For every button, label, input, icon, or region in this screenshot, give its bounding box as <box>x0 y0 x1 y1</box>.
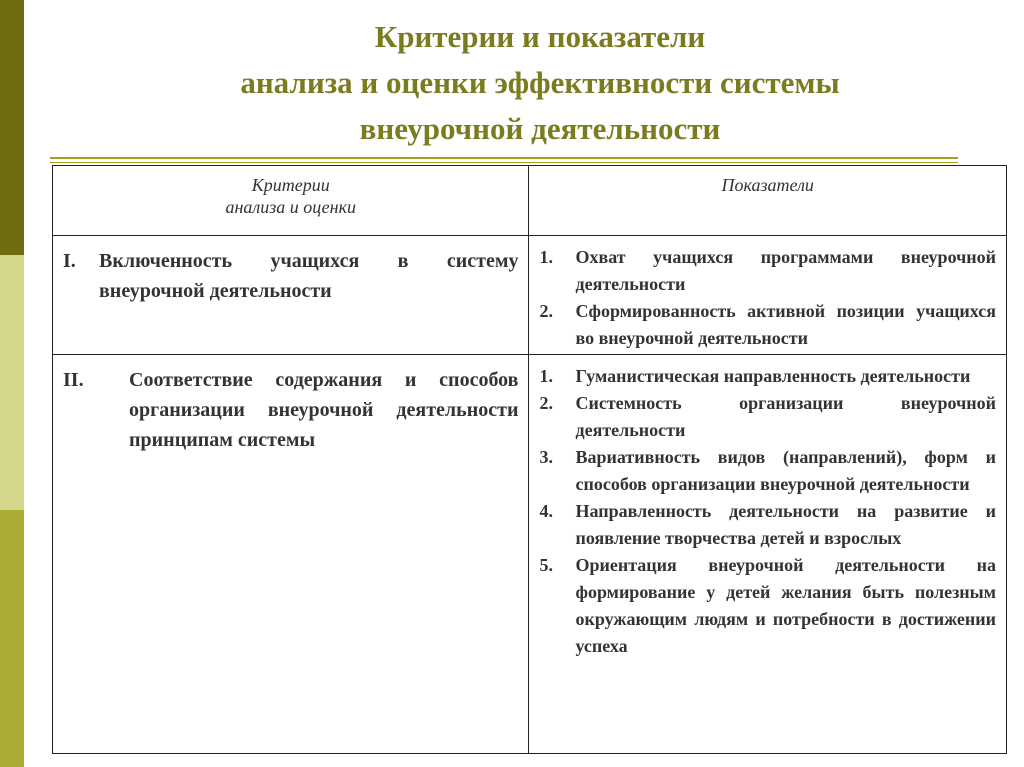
title-line-2: анализа и оценки эффективности системы <box>240 65 840 100</box>
title-divider <box>50 157 958 159</box>
title-line-1: Критерии и показатели <box>374 19 706 54</box>
table-header-row <box>53 166 1007 236</box>
side-bar-top <box>0 0 24 255</box>
list-item: 2. Системность организации внеурочной деятельности <box>539 393 996 440</box>
list-item: 2. Сформированность активной позиции учащихся во внеурочной деятельности <box>539 301 996 348</box>
list-item: 1. Гуманистическая направленность деятельности <box>539 366 971 386</box>
indicators-cell <box>529 236 1007 355</box>
side-bar-bottom <box>0 510 24 767</box>
header-indicators <box>529 166 1007 236</box>
list-item: 4. Направленность деятельности на развитие и появление творчества детей и взрослых <box>539 501 996 548</box>
header-criteria-line-2: анализа и оценки <box>225 197 357 217</box>
header-indicators-label: Показатели <box>721 175 814 195</box>
criterion-text: Соответствие содержания и способов организации внеурочной деятельности принципам системы <box>129 369 519 451</box>
criterion-text: Включенность учащихся в систему внеурочной деятельности <box>99 250 519 302</box>
slide-title <box>110 14 970 152</box>
list-item: 3. Вариативность видов (направлений), форм и способов организации внеурочной деятельности <box>539 447 996 494</box>
title-line-3: внеурочной деятельности <box>359 111 721 146</box>
title-divider-thin <box>50 162 958 163</box>
table-row <box>53 355 1007 754</box>
table-row <box>53 236 1007 355</box>
criterion-number: II. <box>63 369 84 391</box>
list-item: 1. Охват учащихся программами внеурочной деятельности <box>539 247 996 294</box>
criterion-cell <box>53 355 529 754</box>
criteria-table <box>52 165 1007 754</box>
header-criteria-line-1: Критерии <box>251 175 330 195</box>
header-criteria <box>53 166 529 236</box>
criterion-cell <box>53 236 529 355</box>
list-item: 5. Ориентация внеурочной деятельности на формирование у детей желания быть полезным окружающим людям и потребности в достижении успеха <box>539 555 996 656</box>
indicators-cell <box>529 355 1007 754</box>
criterion-number: I. <box>63 250 76 272</box>
side-bar-middle <box>0 255 24 510</box>
